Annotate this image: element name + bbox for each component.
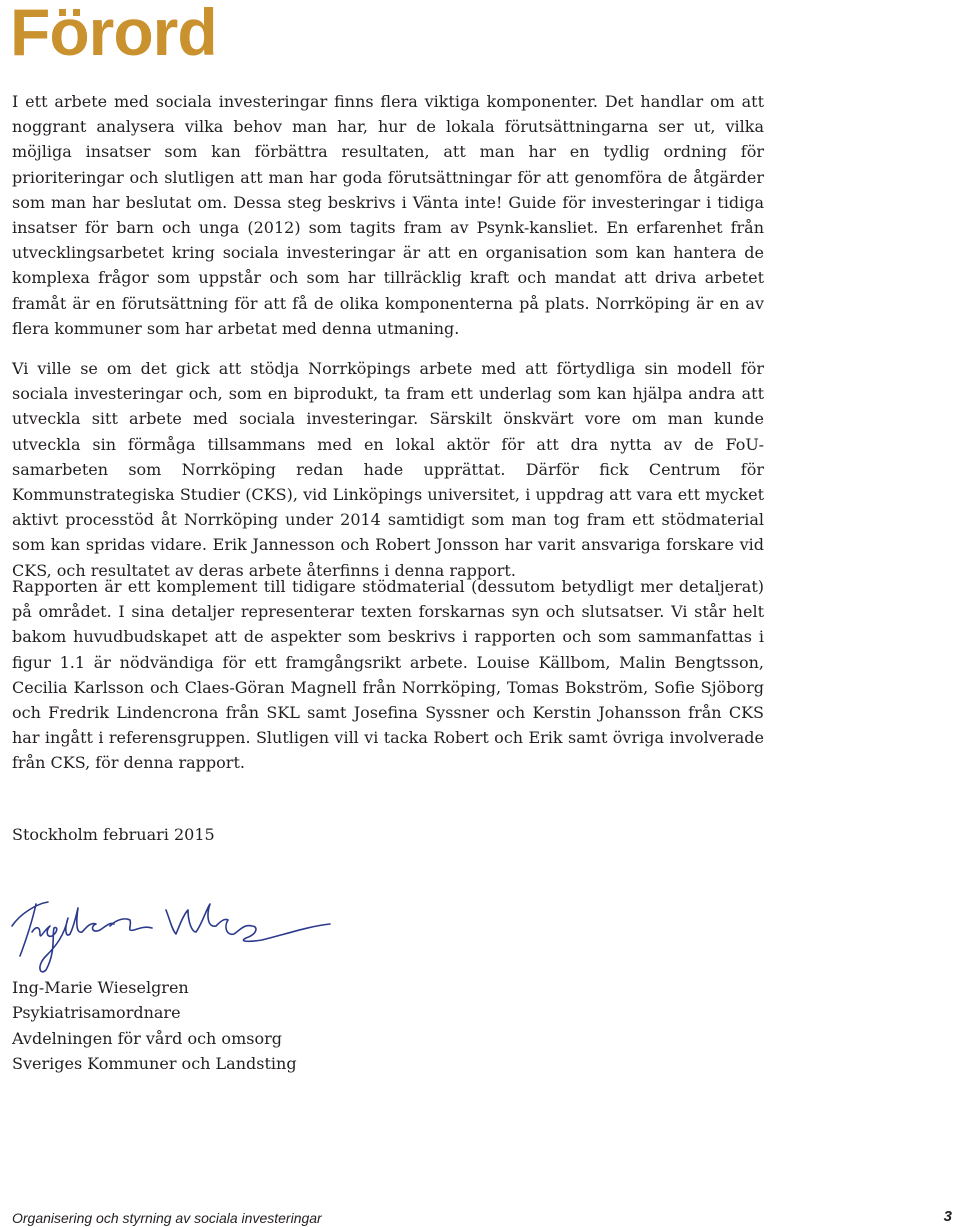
signatory-organization: Sveriges Kommuner och Landsting: [12, 1053, 297, 1073]
signature-stroke-last-name: [166, 904, 330, 941]
signatory-block: [12, 975, 297, 1076]
paragraph-intro: I ett arbete med sociala investeringar finns flera viktiga komponenter. Det handlar om att noggrant analysera vilka behov man har, hur de lokala förutsättningarna ser ut, vilka möjliga insatser som kan förbättra resultaten, att man har en tydlig ordning för prioriteringar och slutligen att man har goda förutsättningar för att genomföra de åtgärder som man har beslutat om. Dessa steg beskrivs i Vänta inte! Guide för investeringar i tidiga insatser för barn och unga (2012) som tagits fram av Psynk-kansliet. En erfarenhet från utvecklingsarbetet kring sociala investeringar är att en organisation som kan hantera de komplexa frågor som uppstår och som har tillräcklig kraft och mandat att driva arbetet framåt är en förutsättning för att få de olika komponenterna på plats. Norrköping är en av flera kommuner som har arbetat med denna utmaning.: [12, 92, 764, 338]
signature-stroke-connector: [110, 919, 152, 931]
paragraph-background: Vi ville se om det gick att stödja Norrköpings arbete med att förtydliga sin modell för sociala investeringar och, som en biprodukt, ta fram ett underlag som kan hjälpa andra att utveckla sitt arbete med sociala investeringar. Särskilt önskvärt vore om man kunde utveckla sin förmåga tillsammans med en lokal aktör för att dra nytta av de FoU-samarbeten som Norrköping redan hade upprättat. Därför fick Centrum för Kommunstrategiska Studier (CKS), vid Linköpings universitet, i uppdrag att vara ett mycket aktivt processtöd åt Norrköping under 2014 samtidigt som man tog fram ett stödmaterial som kan spridas vidare. Erik Jannesson och Robert Jonsson har varit ansvariga forskare vid CKS, och resultatet av deras arbete återfinns i denna rapport.: [12, 359, 764, 580]
handwritten-signature: [6, 896, 336, 980]
paragraph-acknowledgements: Rapporten är ett komplement till tidigare stödmaterial (dessutom betydligt mer detaljerat) på området. I sina detaljer representerar texten forskarnas syn och slutsatser. Vi står helt bakom huvudbudskapet att de aspekter som beskrivs i rapporten och som sammanfattas i figur 1.1 är nödvändiga för ett framgångsrikt arbete. Louise Källbom, Malin Bengtsson, Cecilia Karlsson och Claes-Göran Magnell från Norrköping, Tomas Bokström, Sofie Sjöborg och Fredrik Lindencrona från SKL samt Josefina Syssner och Kerstin Johansson från CKS har ingått i referensgruppen. Slutligen vill vi tacka Robert och Erik samt övriga involverade från CKS, för denna rapport.: [12, 577, 764, 773]
signatory-name: Ing-Marie Wieselgren: [12, 978, 189, 997]
signatory-role: Psykiatrisamordnare: [12, 1003, 181, 1023]
place-date: Stockholm februari 2015: [12, 825, 215, 844]
page-number: 3: [943, 1208, 952, 1225]
footer-report-title: Organisering och styrning av sociala investeringar: [12, 1210, 322, 1226]
page-title: Förord: [10, 0, 217, 69]
signatory-department: Avdelningen för vård och omsorg: [12, 1028, 282, 1048]
signature-stroke-first-name: [12, 902, 114, 972]
